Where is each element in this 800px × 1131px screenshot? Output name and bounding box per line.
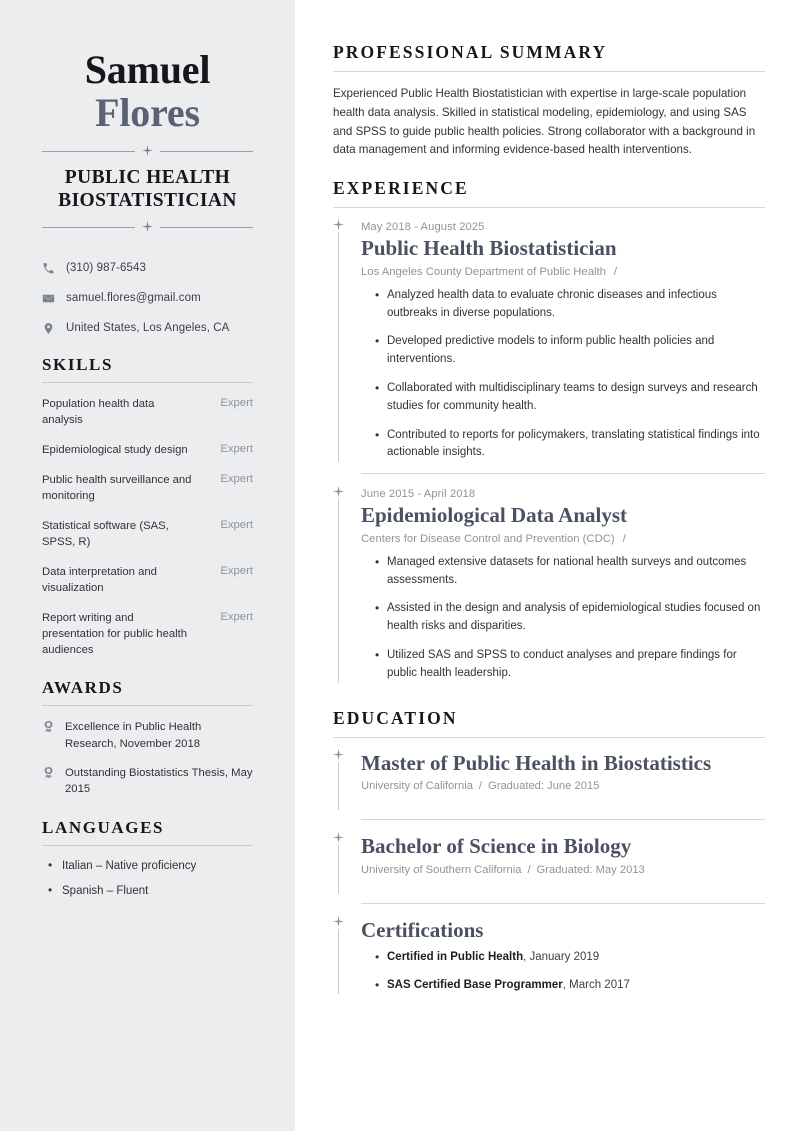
award-text: Outstanding Biostatistics Thesis, May 2015 bbox=[65, 767, 253, 796]
language-text: Italian – Native proficiency bbox=[62, 859, 197, 872]
entry-organization bbox=[361, 266, 765, 278]
phone-icon bbox=[42, 262, 66, 275]
skill-level: Expert bbox=[220, 519, 253, 532]
four-point-star-icon bbox=[333, 486, 344, 499]
skill-item bbox=[42, 564, 253, 596]
sidebar bbox=[0, 0, 295, 1131]
certification-date: , January 2019 bbox=[523, 950, 600, 963]
bullet-item: • Developed predictive models to inform public health policies and interventions. bbox=[375, 333, 765, 369]
entry-separator-rule bbox=[361, 473, 765, 474]
contact-phone bbox=[42, 262, 253, 275]
skill-name: Epidemiological study design bbox=[42, 444, 188, 457]
timeline-line bbox=[338, 842, 339, 894]
first-name: Samuel bbox=[84, 47, 211, 92]
main-column bbox=[295, 0, 800, 1131]
timeline-line bbox=[338, 496, 339, 682]
entry-bullets bbox=[361, 554, 765, 683]
language-text: Spanish – Fluent bbox=[62, 884, 149, 897]
certification-name: SAS Certified Base Programmer bbox=[387, 978, 563, 991]
education-separator-rule bbox=[361, 819, 765, 820]
divider-rule-right bbox=[160, 151, 253, 152]
language-item bbox=[42, 859, 253, 872]
education-entry bbox=[333, 751, 765, 811]
certifications-list bbox=[361, 949, 765, 995]
skill-name: Data interpretation and visualization bbox=[42, 566, 157, 595]
skill-name: Public health surveillance and monitoring bbox=[42, 474, 192, 503]
skills-heading: SKILLS bbox=[42, 354, 114, 374]
school-name: University of Southern California bbox=[361, 863, 522, 876]
award-text: Excellence in Public Health Research, November 2018 bbox=[65, 721, 202, 750]
skill-level: Expert bbox=[220, 473, 253, 486]
certifications-separator-rule bbox=[361, 903, 765, 904]
four-point-star-icon bbox=[142, 145, 153, 158]
skill-item bbox=[42, 442, 253, 458]
spacer bbox=[333, 694, 765, 708]
timeline-line bbox=[338, 229, 339, 462]
headline: PUBLIC HEALTH BIOSTATISTICIAN bbox=[58, 166, 237, 211]
skill-level: Expert bbox=[220, 611, 253, 624]
education-entry bbox=[333, 834, 765, 894]
summary-text: Experienced Public Health Biostatistician with expertise in large-scale population health data analysis. Skilled in statistical modeling, epidemiology, and using SAS and SPSS to guide public health policies. Strong collaborator with a background in data management and informing evidence-based health interventions. bbox=[333, 87, 756, 157]
four-point-star-icon bbox=[142, 221, 153, 234]
skill-item bbox=[42, 518, 253, 550]
ornament-divider-bottom bbox=[42, 221, 253, 234]
certification-date: , March 2017 bbox=[562, 978, 630, 991]
medal-icon bbox=[42, 719, 65, 738]
skills-section bbox=[42, 355, 253, 658]
bullet-item: • Assisted in the design and analysis of epidemiological studies focused on health risks and disparities. bbox=[375, 600, 765, 636]
language-item bbox=[42, 884, 253, 897]
education-section bbox=[333, 708, 765, 994]
entry-separator: / bbox=[622, 532, 626, 545]
skill-item bbox=[42, 472, 253, 504]
degree-title: Master of Public Health in Biostatistics bbox=[361, 750, 712, 775]
contact-phone-value: (310) 987-6543 bbox=[66, 262, 147, 275]
four-point-star-icon bbox=[333, 832, 344, 845]
awards-heading: AWARDS bbox=[42, 678, 124, 698]
certifications-title: Certifications bbox=[361, 917, 484, 942]
experience-rule bbox=[333, 207, 765, 208]
entry-date: May 2018 - August 2025 bbox=[361, 221, 485, 234]
map-pin-icon bbox=[42, 322, 66, 335]
education-meta bbox=[361, 864, 765, 876]
languages-section bbox=[42, 818, 253, 897]
experience-timeline bbox=[333, 221, 765, 683]
education-timeline bbox=[333, 751, 765, 994]
skill-level: Expert bbox=[220, 443, 253, 456]
experience-entry bbox=[333, 221, 765, 462]
languages-heading: LANGUAGES bbox=[42, 817, 165, 837]
envelope-icon bbox=[42, 292, 66, 305]
bullet-item: • Utilized SAS and SPSS to conduct analyses and prepare findings for public health leadership. bbox=[375, 647, 765, 683]
bullet-item: • Collaborated with multidisciplinary teams to design surveys and research studies for community health. bbox=[375, 380, 765, 416]
certifications-entry bbox=[333, 918, 765, 994]
divider-rule-right bbox=[160, 227, 253, 228]
entry-organization-name: Centers for Disease Control and Prevention (CDC) bbox=[361, 532, 615, 545]
languages-rule bbox=[42, 845, 253, 846]
divider-rule-left bbox=[42, 151, 135, 152]
skill-item bbox=[42, 610, 253, 658]
skill-item bbox=[42, 396, 253, 428]
awards-rule bbox=[42, 705, 253, 706]
summary-section bbox=[333, 42, 765, 160]
ornament-divider-top bbox=[42, 145, 253, 158]
bullet-item: • Analyzed health data to evaluate chronic diseases and infectious outbreaks in diverse populations. bbox=[375, 287, 765, 323]
divider-rule-left bbox=[42, 227, 135, 228]
entry-title: Public Health Biostatistician bbox=[361, 236, 617, 261]
entry-separator: / bbox=[613, 265, 618, 278]
entry-organization-name: Los Angeles County Department of Public Health bbox=[361, 265, 606, 278]
medal-icon bbox=[42, 765, 65, 784]
contact-location-value: United States, Los Angeles, CA bbox=[66, 322, 230, 335]
summary-heading: PROFESSIONAL SUMMARY bbox=[333, 42, 608, 62]
skill-level: Expert bbox=[220, 565, 253, 578]
education-separator: / bbox=[527, 863, 531, 876]
contact-list bbox=[42, 262, 253, 335]
bullet-item: • Contributed to reports for policymakers, translating statistical findings into actionable insights. bbox=[375, 427, 765, 463]
contact-email bbox=[42, 292, 253, 305]
skills-rule bbox=[42, 382, 253, 383]
entry-bullets bbox=[361, 287, 765, 463]
awards-section bbox=[42, 678, 253, 798]
award-item bbox=[42, 765, 253, 798]
bullet-item: • Managed extensive datasets for national health surveys and outcomes assessments. bbox=[375, 554, 765, 590]
education-heading: EDUCATION bbox=[333, 707, 458, 728]
skill-level: Expert bbox=[220, 396, 253, 409]
name-block bbox=[42, 40, 253, 234]
experience-heading: EXPERIENCE bbox=[333, 178, 469, 199]
summary-rule bbox=[333, 71, 765, 72]
certification-item bbox=[375, 949, 765, 966]
last-name: Flores bbox=[95, 90, 200, 136]
bullet-icon: • bbox=[48, 882, 53, 897]
school-name: University of California bbox=[361, 780, 473, 793]
skill-name: Statistical software (SAS, SPSS, R) bbox=[42, 520, 169, 549]
four-point-star-icon bbox=[333, 916, 344, 929]
four-point-star-icon bbox=[333, 749, 344, 762]
entry-title: Epidemiological Data Analyst bbox=[361, 503, 628, 528]
education-rule bbox=[333, 737, 765, 738]
certification-name: Certified in Public Health bbox=[387, 950, 524, 963]
skill-name: Report writing and presentation for public health audiences bbox=[42, 612, 188, 657]
spacer bbox=[333, 164, 765, 178]
contact-location bbox=[42, 322, 253, 335]
four-point-star-icon bbox=[333, 219, 344, 232]
contact-email-value: samuel.flores@gmail.com bbox=[66, 292, 201, 305]
experience-entry bbox=[333, 488, 765, 682]
graduation-date: Graduated: June 2015 bbox=[488, 780, 600, 793]
award-item bbox=[42, 719, 253, 752]
experience-section bbox=[333, 178, 765, 683]
certification-item bbox=[375, 977, 765, 994]
graduation-date: Graduated: May 2013 bbox=[536, 863, 645, 876]
degree-title: Bachelor of Science in Biology bbox=[361, 834, 632, 859]
education-meta bbox=[361, 780, 765, 792]
entry-date: June 2015 - April 2018 bbox=[361, 488, 476, 501]
timeline-line bbox=[338, 759, 339, 811]
timeline-line bbox=[338, 926, 339, 994]
skill-name: Population health data analysis bbox=[42, 397, 155, 427]
entry-organization bbox=[361, 533, 765, 545]
bullet-icon: • bbox=[48, 857, 53, 872]
education-separator: / bbox=[478, 780, 483, 793]
